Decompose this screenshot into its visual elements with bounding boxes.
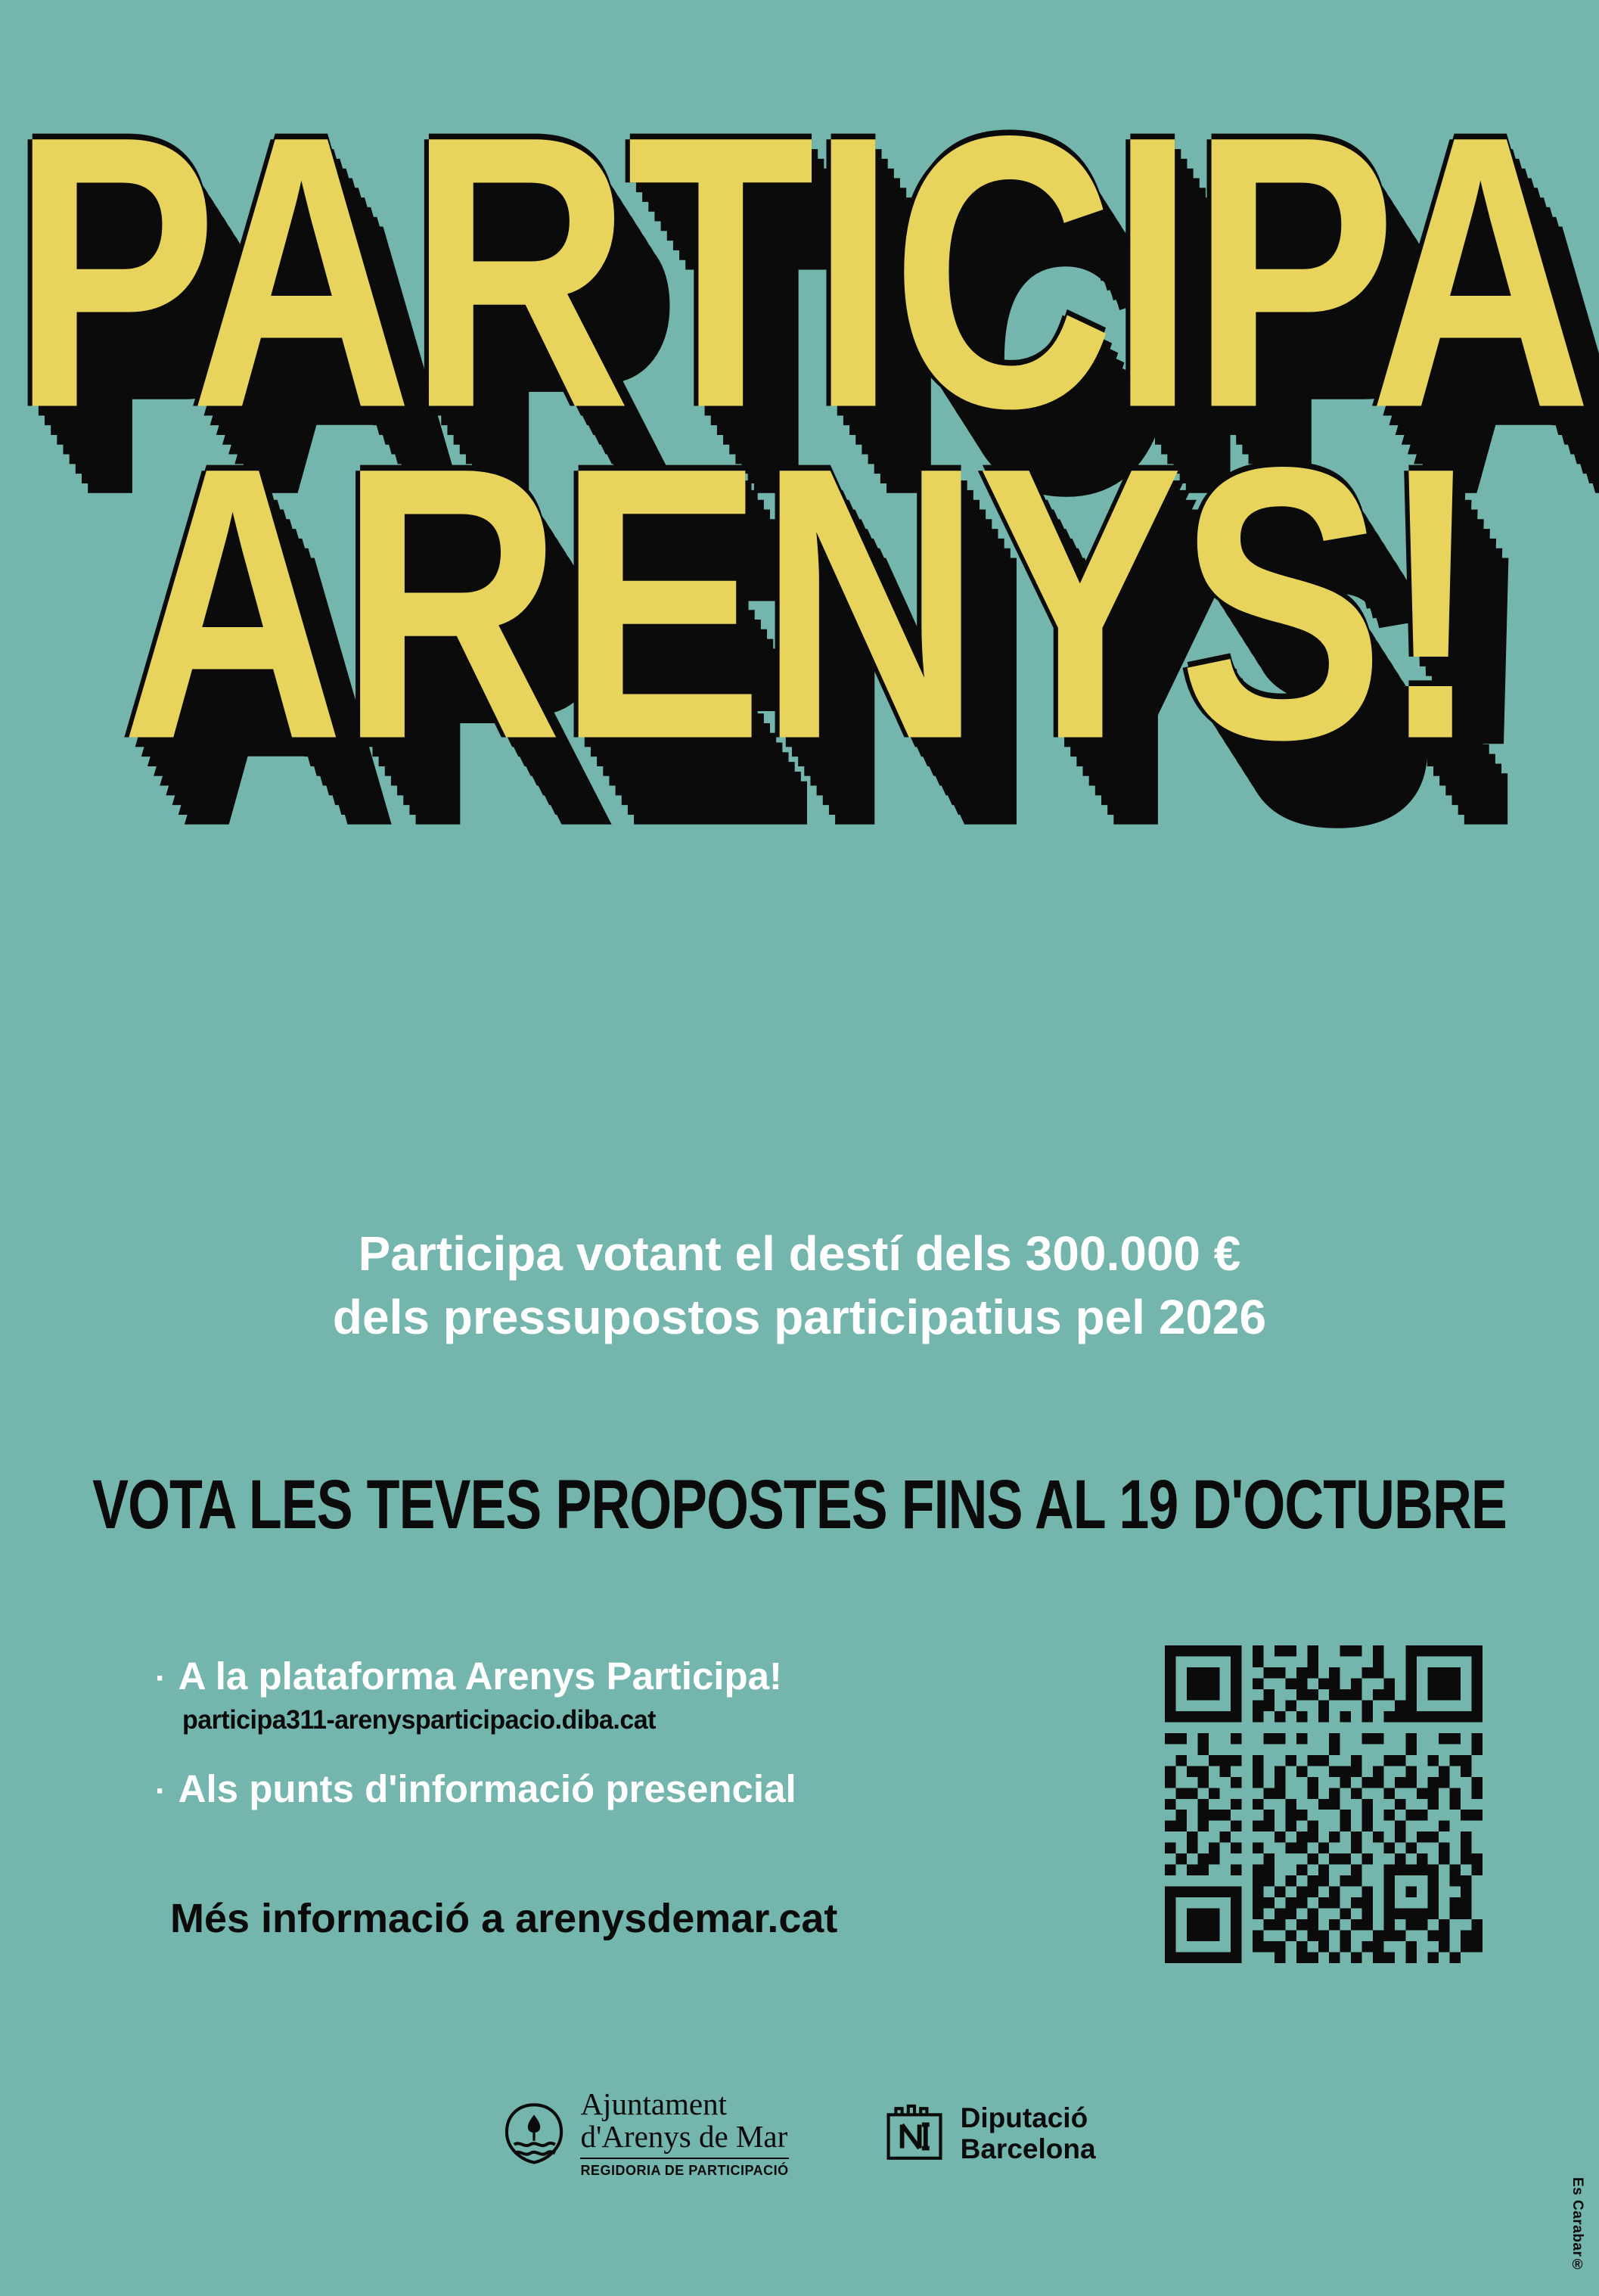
logo-ajuntament-sub: REGIDORIA DE PARTICIPACIÓ xyxy=(580,2158,788,2179)
subtitle xyxy=(0,1222,1599,1350)
logo-ajuntament-text xyxy=(580,2088,788,2179)
subtitle-line-2: dels pressupostos participatius pel 2026 xyxy=(332,1290,1267,1345)
bullet-icon: · xyxy=(155,1660,166,1697)
logo-diputacio-text xyxy=(961,2102,1096,2165)
logo-diputacio-barcelona xyxy=(883,2102,1096,2165)
logo-ajuntament-line-1: Ajuntament xyxy=(580,2086,728,2121)
more-info-text[interactable]: Més informació a arenysdemar.cat xyxy=(170,1896,838,1941)
logo-diputacio-line-1: Diputació xyxy=(960,2102,1088,2133)
info-item-presencial-label: Als punts d'informació presencial xyxy=(178,1767,796,1811)
headline-line-1: PARTICIPA xyxy=(11,55,1588,489)
logo-diputacio-line-2: Barcelona xyxy=(960,2133,1096,2165)
info-block xyxy=(155,1653,1048,1812)
headline xyxy=(0,55,1599,820)
logo-ajuntament-line-2: d'Arenys de Mar xyxy=(580,2119,788,2155)
arenys-coat-of-arms-icon xyxy=(503,2102,565,2164)
qr-code-icon[interactable] xyxy=(1165,1645,1483,1963)
logo-ajuntament-arenys-de-mar xyxy=(503,2088,788,2179)
platform-url[interactable]: participa311-arenysparticipacio.diba.cat xyxy=(182,1705,656,1735)
headline-line-2: ARENYS! xyxy=(121,387,1478,820)
info-item-platform xyxy=(155,1653,1048,1699)
info-item-presencial xyxy=(155,1766,1048,1812)
bullet-icon: · xyxy=(155,1772,166,1810)
info-item-platform-label: A la plataforma Arenys Participa! xyxy=(178,1654,782,1698)
deadline-text: VOTA LES TEVES PROPOSTES FINS AL 19 D'OCTUBRE xyxy=(92,1465,1507,1544)
logo-row xyxy=(0,2088,1599,2179)
diputacio-crest-icon xyxy=(883,2102,945,2164)
subtitle-line-1: Participa votant el destí dels 300.000 € xyxy=(358,1226,1241,1281)
designer-credit: Es Carabar® xyxy=(1570,2177,1585,2273)
